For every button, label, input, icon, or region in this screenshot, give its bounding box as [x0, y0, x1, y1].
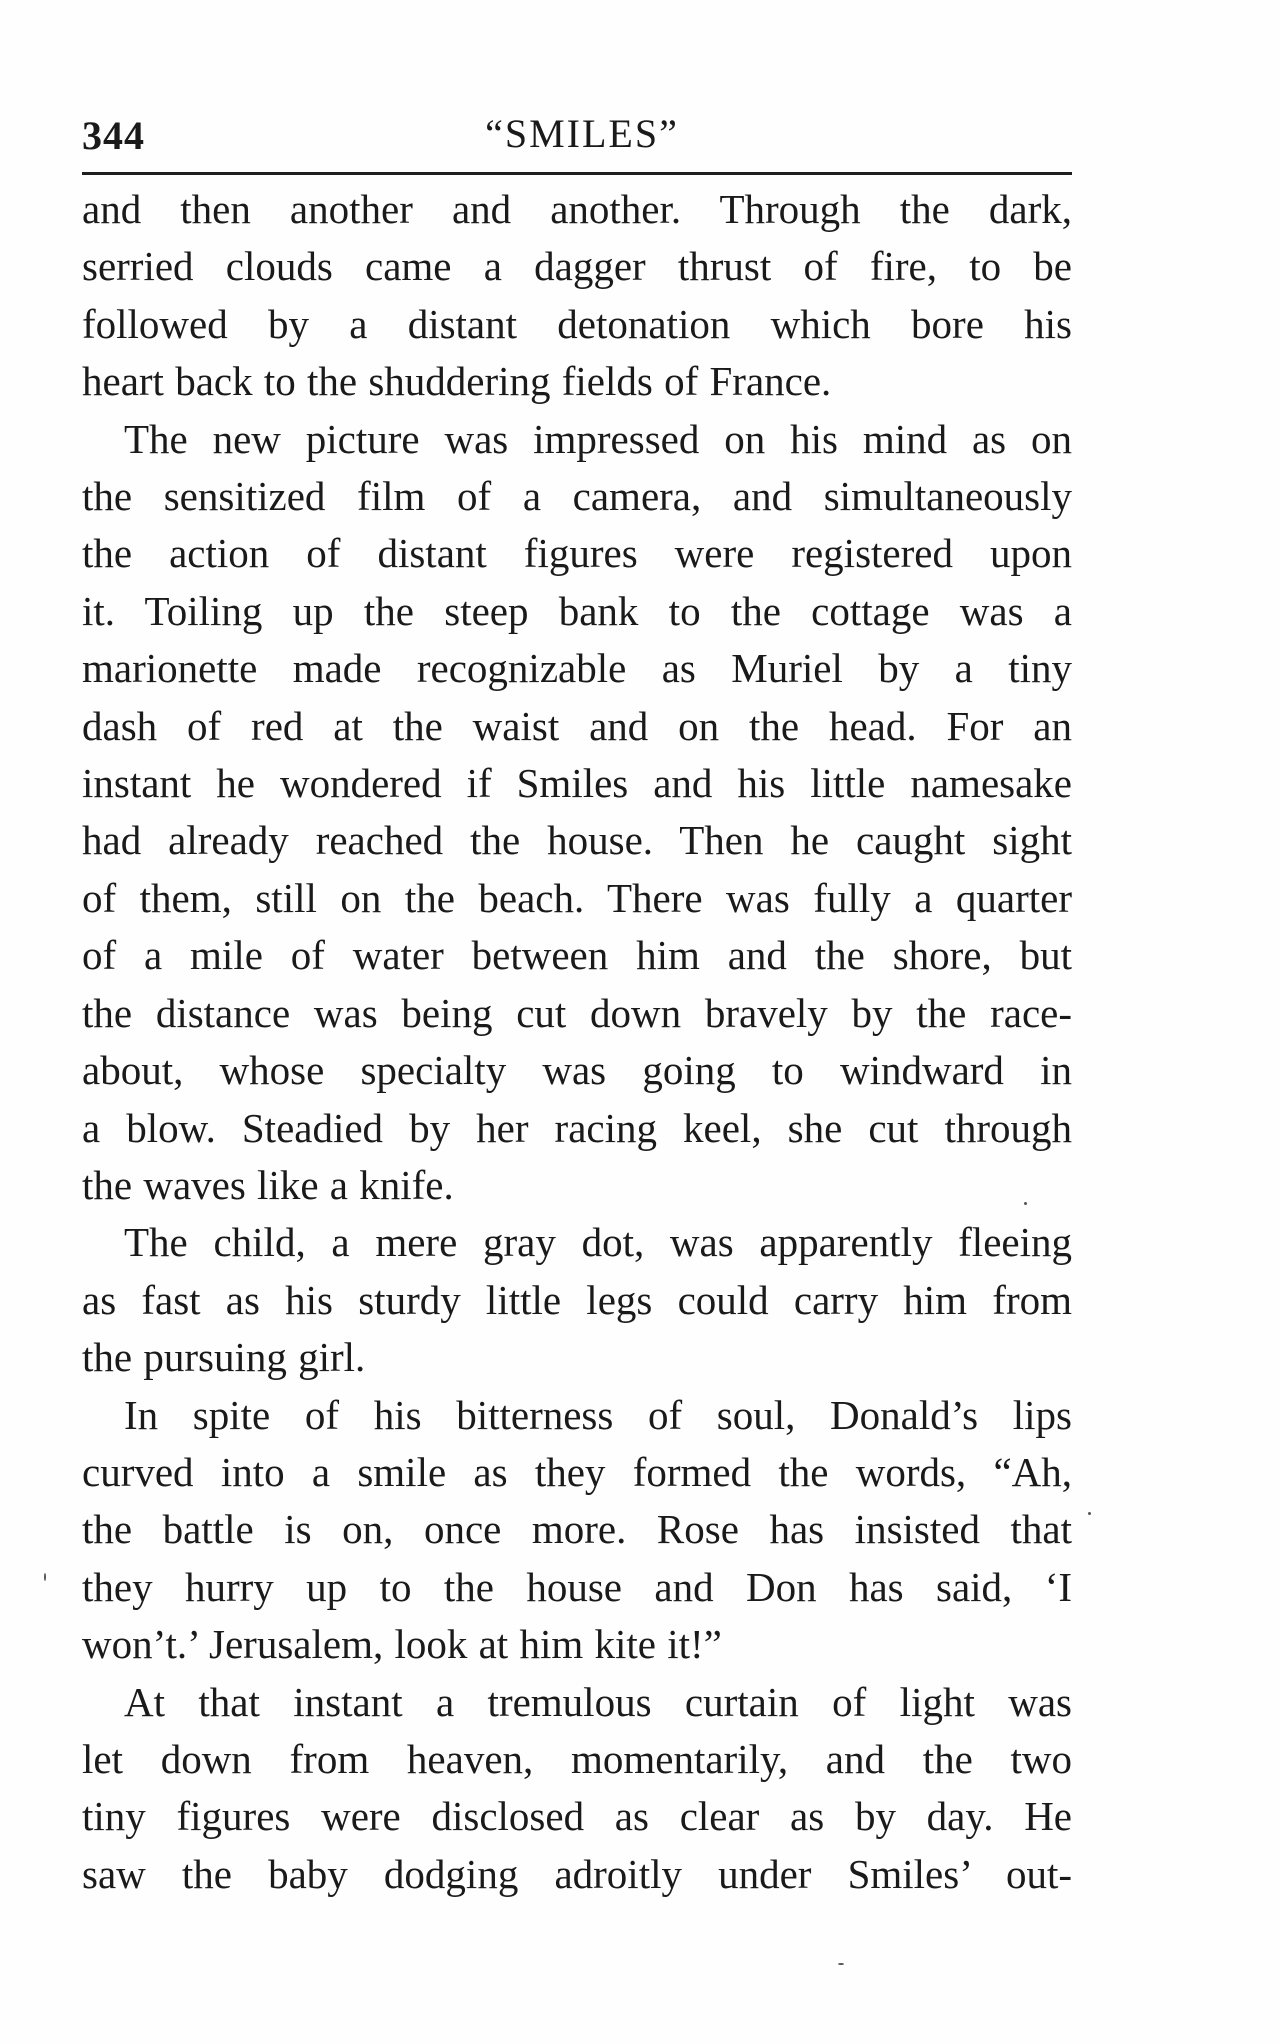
text-line: let down from heaven, momentarily, and the two	[82, 1735, 1072, 1782]
text-line: it. Toiling up the steep bank to the cottage was a	[82, 587, 1072, 634]
text-line: At that instant a tremulous curtain of light was	[124, 1678, 1072, 1725]
text-line: about, whose specialty was going to windward in	[82, 1047, 1072, 1094]
page-number: 344	[82, 113, 145, 158]
text-line: instant he wondered if Smiles and his little namesake	[82, 760, 1072, 807]
text-line: had already reached the house. Then he caught sight	[82, 817, 1072, 864]
text-line: of a mile of water between him and the shore, but	[82, 932, 1072, 979]
paragraph	[82, 411, 1072, 1215]
text-line: serried clouds came a dagger thrust of fire, to be	[82, 243, 1072, 290]
text-line: the battle is on, once more. Rose has insisted that	[82, 1506, 1072, 1553]
paragraph	[82, 1214, 1072, 1386]
text-line: they hurry up to the house and Don has said, ‘I	[82, 1563, 1072, 1610]
text-line: and then another and another. Through the dark,	[82, 186, 1072, 232]
text-line: marionette made recognizable as Muriel by a tiny	[82, 645, 1072, 692]
text-line: the pursuing girl.	[82, 1334, 366, 1381]
text-line: as fast as his sturdy little legs could carry him from	[82, 1276, 1072, 1323]
print-speck	[44, 1573, 46, 1581]
text-line: The new picture was impressed on his mind as on	[124, 415, 1072, 462]
text-line: tiny figures were disclosed as clear as by day. He	[82, 1793, 1072, 1840]
text-line: the distance was being cut down bravely by the race-	[82, 989, 1072, 1036]
text-line: dash of red at the waist and on the head. For an	[82, 702, 1072, 749]
text-line: heart back to the shuddering fields of France.	[82, 358, 832, 405]
text-line: The child, a mere gray dot, was apparently fleeing	[124, 1219, 1072, 1266]
text-line: curved into a smile as they formed the words, “Ah,	[82, 1448, 1072, 1495]
paragraph	[82, 1387, 1072, 1674]
text-line: the sensitized film of a camera, and simultaneously	[82, 473, 1072, 520]
running-title: “SMILES”	[485, 111, 679, 156]
text-line: won’t.’ Jerusalem, look at him kite it!”	[82, 1621, 722, 1668]
paragraph	[82, 1674, 1072, 1904]
text-line: the action of distant figures were registered upon	[82, 530, 1072, 577]
text-line: In spite of his bitterness of soul, Donald’s lips	[124, 1391, 1072, 1438]
print-speck	[838, 1963, 844, 1965]
print-speck	[1088, 1512, 1091, 1515]
text-line: saw the baby dodging adroitly under Smiles’ out-	[82, 1850, 1072, 1897]
text-line: followed by a distant detonation which bore his	[82, 300, 1072, 347]
book-page	[82, 108, 1072, 1988]
text-line: a blow. Steadied by her racing keel, she cut through	[82, 1104, 1072, 1151]
text-line: the waves like a knife.	[82, 1161, 454, 1208]
running-head	[82, 108, 1072, 175]
print-speck	[1024, 1202, 1027, 1205]
body-text	[82, 181, 1072, 1903]
paragraph	[82, 181, 1072, 411]
text-line: of them, still on the beach. There was fully a quarter	[82, 874, 1072, 921]
